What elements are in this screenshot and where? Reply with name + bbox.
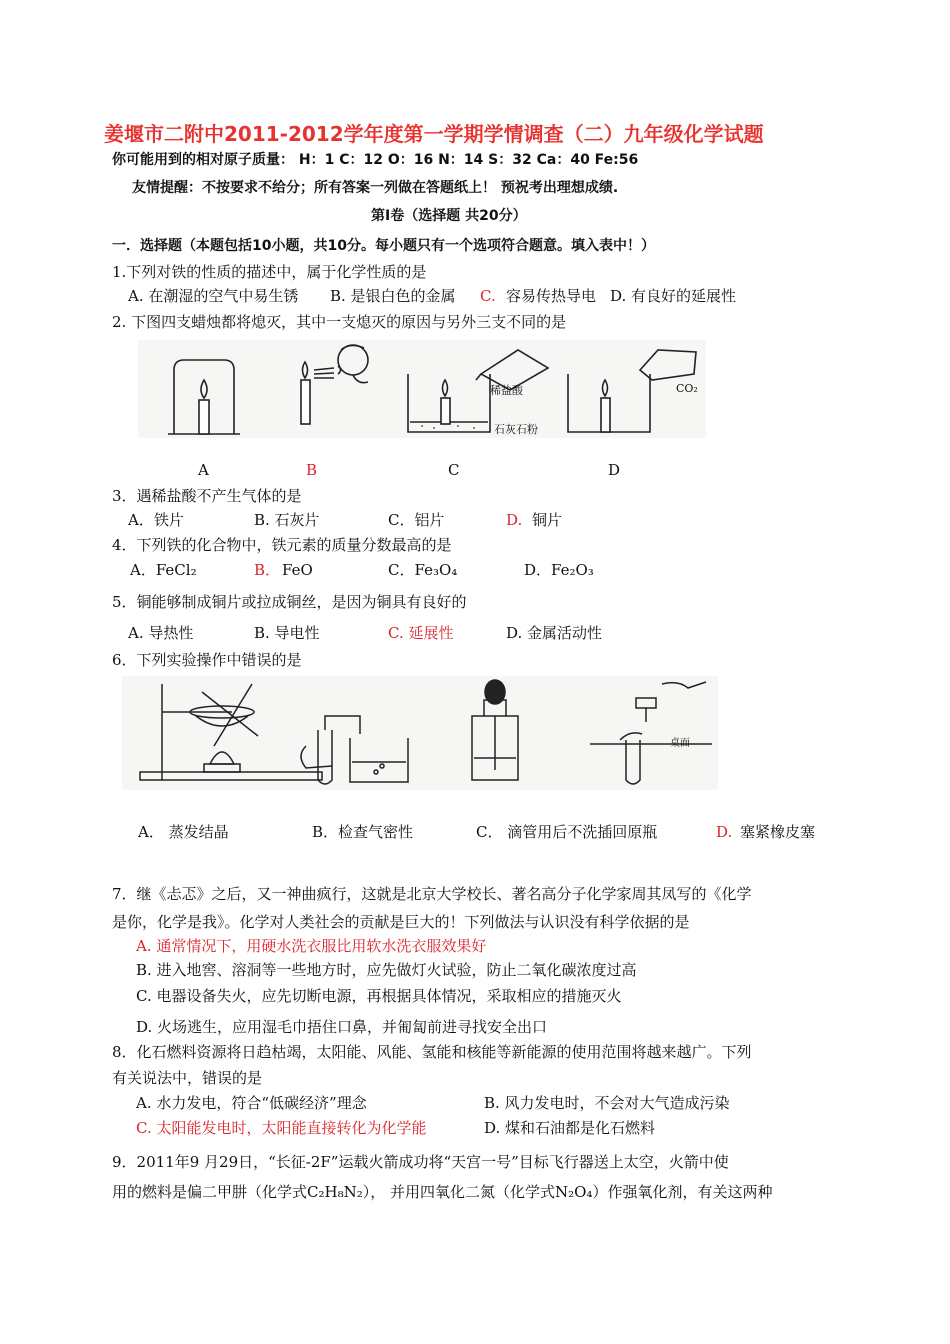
q2-label-b: B: [306, 461, 318, 479]
q1-option-c-letter: C.: [480, 287, 496, 305]
q2-label-d: D: [608, 461, 621, 479]
q4-option-d: D．Fe₂O₃: [524, 561, 594, 579]
q8-option-b: B. 风力发电时，不会对大气造成污染: [484, 1094, 730, 1112]
q6-option-b: B．检查气密性: [312, 823, 414, 841]
q6-option-a: A． 蒸发结晶: [138, 823, 229, 841]
q1-option-d: D. 有良好的延展性: [610, 287, 737, 305]
q6-stem: 6．下列实验操作中错误的是: [112, 651, 302, 669]
q6-option-d-text: 塞紧橡皮塞: [740, 823, 816, 841]
q5-option-a: A. 导热性: [128, 624, 194, 642]
q1-option-a: A. 在潮湿的空气中易生锈: [128, 287, 299, 305]
q2-label-a: A: [198, 461, 209, 479]
atomic-mass-line: 你可能用到的相对原子质量： H：1 C：12 O：16 N：14 S：32 Ca：40 Fe:56: [112, 152, 639, 168]
q7-stem-line1: 7．继《忐忑》之后，又一神曲疯行，这就是北京大学校长、著名高分子化学家周其凤写的《化学: [112, 885, 752, 903]
q7-option-b: B. 进入地窖、溶洞等一些地方时，应先做灯火试验，防止二氧化碳浓度过高: [136, 961, 637, 979]
q1-option-c-text: 容易传热导电: [506, 287, 597, 305]
q3-option-a: A．铁片: [128, 511, 184, 529]
q4-stem: 4．下列铁的化合物中，铁元素的质量分数最高的是: [112, 536, 452, 554]
test-tube-d: [626, 740, 640, 784]
q7-option-c: C. 电器设备失火，应先切断电源，再根据具体情况，采取相应的措施灭火: [136, 987, 622, 1005]
limestone-label: 石灰石粉: [494, 423, 538, 436]
test-tube-b: [318, 730, 332, 784]
section-title: 第Ⅰ卷（选择题 共20分）: [371, 208, 527, 224]
part-heading: 一．选择题（本题包括10小题，共10分。每小题只有一个选项符合题意。填入表中！）: [112, 238, 655, 254]
lab-operation-figure: [122, 676, 718, 790]
lab-operation-svg: [122, 676, 718, 790]
candle-figure: [138, 340, 706, 438]
q6-option-d-letter: D.: [716, 823, 733, 841]
q5-option-d: D. 金属活动性: [506, 624, 603, 642]
q7-option-d: D. 火场逃生，应用湿毛巾捂住口鼻，并匍匐前进寻找安全出口: [136, 1018, 548, 1036]
q5-option-b: B. 导电性: [254, 624, 320, 642]
q5-option-c: C. 延展性: [388, 624, 454, 642]
q3-option-d-letter: D.: [506, 511, 523, 529]
table-label: 桌面: [670, 738, 690, 749]
q3-stem: 3．遇稀盐酸不产生气体的是: [112, 487, 302, 505]
q2-stem: 2. 下图四支蜡烛都将熄灭，其中一支熄灭的原因与另外三支不同的是: [112, 313, 567, 331]
q3-option-c: C．铝片: [388, 511, 445, 529]
q9-stem-line2: 用的燃料是偏二甲肼（化学式C₂H₈N₂）， 并用四氧化二氮（化学式N₂O₄）作强氧化剂，有关这两种: [112, 1183, 773, 1201]
q4-option-b-letter: B．: [254, 561, 281, 579]
q9-stem-line1: 9．2011年9 月29日，“长征-2F”运载火箭成功将“天宫一号”目标飞行器送上太空，火箭中使: [112, 1153, 729, 1171]
q8-option-c: C. 太阳能发电时，太阳能直接转化为化学能: [136, 1119, 427, 1137]
page-title: 姜堰市二附中2011-2012学年度第一学期学情调查（二）九年级化学试题: [104, 122, 764, 146]
q7-option-a: A. 通常情况下，用硬水洗衣服比用软水洗衣服效果好: [136, 937, 487, 955]
q3-option-d-text: 铜片: [532, 511, 563, 529]
q8-stem-line2: 有关说法中，错误的是: [112, 1069, 263, 1087]
q8-option-d: D. 煤和石油都是化石燃料: [484, 1119, 656, 1137]
q4-option-b-text: FeO: [282, 561, 313, 579]
co2-label: CO₂: [676, 382, 698, 395]
q3-option-b: B. 石灰片: [254, 511, 320, 529]
q4-option-c: C．Fe₃O₄: [388, 561, 458, 579]
q1-stem: 1.下列对铁的性质的描述中，属于化学性质的是: [112, 263, 427, 281]
q8-stem-line1: 8．化石燃料资源将日趋枯竭，太阳能、风能、氢能和核能等新能源的使用范围将越来越广。下列: [112, 1043, 752, 1061]
candle-b: [301, 380, 310, 424]
bottle-d: [640, 350, 696, 380]
q2-label-c: C: [448, 461, 460, 479]
q1-option-b: B. 是银白色的金属: [330, 287, 456, 305]
q4-option-a: A．FeCl₂: [130, 561, 197, 579]
acid-label: 稀盐酸: [490, 384, 523, 397]
q8-option-a: A. 水力发电，符合“低碳经济”理念: [136, 1094, 367, 1112]
q7-stem-line2: 是你，化学是我》。化学对人类社会的贡献是巨大的！下列做法与认识没有科学依据的是: [112, 913, 690, 931]
candle-figure-svg: [138, 340, 706, 438]
q5-stem: 5．铜能够制成铜片或拉成铜丝，是因为铜具有良好的: [112, 593, 467, 611]
reminder: 友情提醒：不按要求不给分；所有答案一列做在答题纸上！ 预祝考出理想成绩.: [132, 180, 619, 196]
q6-option-c: C． 滴管用后不洗插回原瓶: [476, 823, 658, 841]
